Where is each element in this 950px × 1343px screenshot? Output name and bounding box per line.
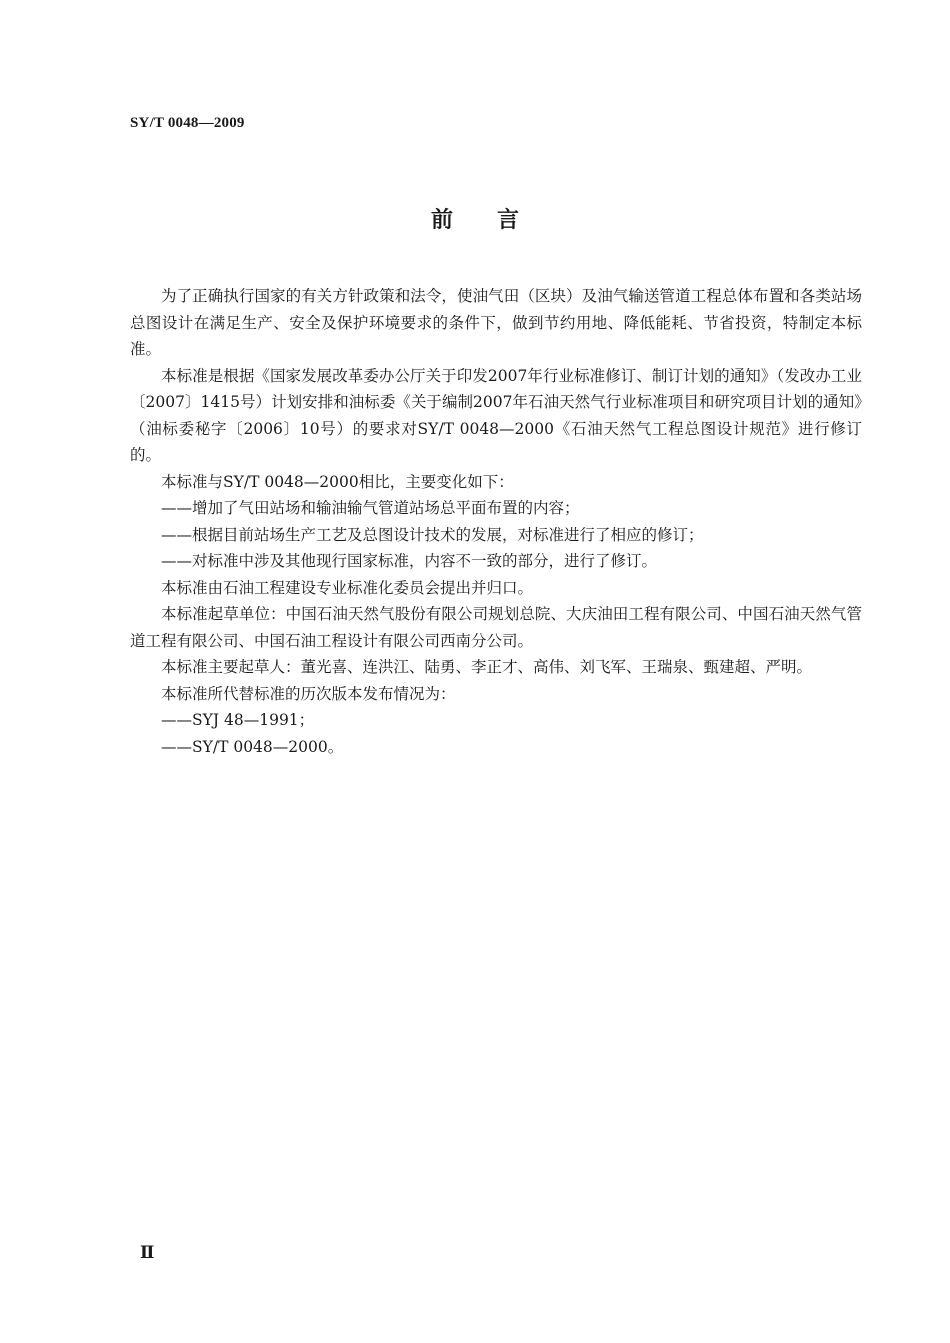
title-char-2: 言 — [497, 208, 520, 233]
standard-code: SY/T 0048—2009 — [130, 115, 245, 131]
list-item-history-2: ——SY/T 0048—2000。 — [161, 737, 344, 756]
list-item-change-1: ——增加了气田站场和输油输气管道站场总平面布置的内容； — [161, 499, 580, 517]
page-title — [0, 203, 950, 234]
page-number: Ⅱ — [140, 1243, 155, 1262]
list-item-history-1: ——SYJ 48—1991； — [161, 711, 315, 729]
title-char-1: 前 — [430, 208, 453, 233]
paragraph-changes-intro: 本标准与SY/T 0048—2000相比，主要变化如下： — [161, 472, 514, 491]
list-item-change-3: ——对标准中涉及其他现行国家标准，内容不一致的部分，进行了修订。 — [161, 552, 658, 570]
foreword-body — [130, 283, 862, 760]
paragraph-drafters: 本标准主要起草人：董光喜、连洪江、陆勇、李正才、高伟、刘飞军、王瑞泉、甄建超、严明。 — [161, 658, 813, 676]
paragraph-history-intro: 本标准所代替标准的历次版本发布情况为： — [161, 684, 456, 703]
paragraph-basis: 本标准是根据《国家发展改革委办公厅关于印发2007年行业标准修订、制订计划的通知》（发改办工业〔2007〕1415号）计划安排和油标委《关于编制2007年石油天然气行业标准项目和研究项目计划的通知》（油标委秘字〔2006〕10号）的要求对SY/T 0048—2000《石油天然气工程总图设计规范》进行修订的。 — [130, 366, 862, 464]
paragraph-purpose: 为了正确执行国家的有关方针政策和法令，使油气田（区块）及油气输送管道工程总体布置和各类站场总图设计在满足生产、安全及保护环境要求的条件下，做到节约用地、降低能耗、节省投资，特制定本标准。 — [130, 287, 862, 358]
paragraph-proposer: 本标准由石油工程建设专业标准化委员会提出并归口。 — [161, 578, 534, 597]
list-item-change-2: ——根据目前站场生产工艺及总图设计技术的发展，对标准进行了相应的修订； — [161, 525, 704, 544]
paragraph-drafting-units: 本标准起草单位：中国石油天然气股份有限公司规划总院、大庆油田工程有限公司、中国石油天然气管道工程有限公司、中国石油工程设计有限公司西南分公司。 — [130, 605, 862, 650]
